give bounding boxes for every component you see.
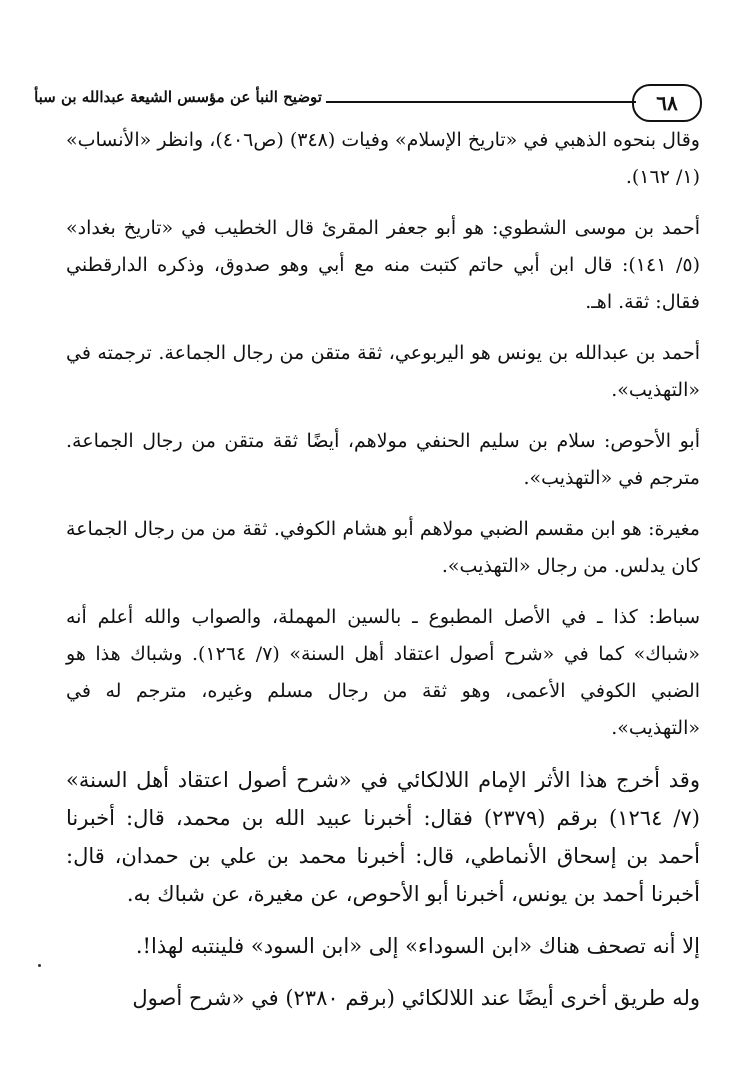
paragraph-lalakai-narration: وقد أخرج هذا الأثر الإمام اللالكائي في «شرح أصول اعتقاد أهل السنة» (٧/ ١٢٦٤) برقم (٢٣٧٩) فقال: أخبرنا عبيد الله بن محمد، قال: أخبرنا أحمد بن إسحاق الأنماطي، قال: أخبرنا محمد بن علي بن حمدان، قال: أخبرنا أحمد بن يونس، أخبرنا أبو الأحوص، عن مغيرة، عن شباك به.	[66, 768, 700, 906]
running-header	[34, 84, 702, 124]
paragraph-abu-ahwas: أبو الأحوص: سلام بن سليم الحنفي مولاهم، أيضًا ثقة متقن من رجال الجماعة. مترجم في «التهذيب».	[66, 430, 700, 489]
paragraph-sabbat: سباط: كذا ـ في الأصل المطبوع ـ بالسين المهملة، والصواب والله أعلم أنه «شباك» كما في «شرح أصول اعتقاد أهل السنة» (٧/ ١٢٦٤). وشباك هذا هو الضبي الكوفي الأعمى، وهو ثقة من رجال مسلم وغيره، مترجم له في «التهذيب».	[66, 606, 700, 739]
paragraph-ahmad-yunus: أحمد بن عبدالله بن يونس هو اليربوعي، ثقة متقن من رجال الجماعة. ترجمته في «التهذيب».	[66, 342, 700, 401]
margin-dot	[38, 964, 41, 967]
paragraph-dhahabi-note: وقال بنحوه الذهبي في «تاريخ الإسلام» وفيات (٣٤٨) (ص٤٠٦)، وانظر «الأنساب» (١/ ١٦٢).	[66, 129, 700, 188]
paragraph-other-route: وله طريق أخرى أيضًا عند اللالكائي (برقم ٢٣٨٠) في «شرح أصول	[132, 986, 700, 1010]
paragraph-ahmad-shatawi: أحمد بن موسى الشطوي: هو أبو جعفر المقرئ قال الخطيب في «تاريخ بغداد» (٥/ ١٤١): قال ابن أبي حاتم كتبت منه مع أبي وهو صدوق، وذكره الدارقطني فقال: ثقة. اهـ.	[66, 217, 700, 313]
page-body	[66, 122, 700, 1017]
page-number: ٦٨	[632, 84, 702, 122]
paragraph-mughira: مغيرة: هو ابن مقسم الضبي مولاهم أبو هشام الكوفي. ثقة من من رجال الجماعة كان يدلس. من رجال «التهذيب».	[66, 518, 700, 577]
header-rule	[326, 101, 636, 103]
running-title: توضيح النبأ عن مؤسس الشيعة عبدالله بن سبأ	[34, 88, 322, 106]
paragraph-tashif-note: إلا أنه تصحف هناك «ابن السوداء» إلى «ابن السود» فلينتبه لهذا!.	[135, 934, 700, 958]
